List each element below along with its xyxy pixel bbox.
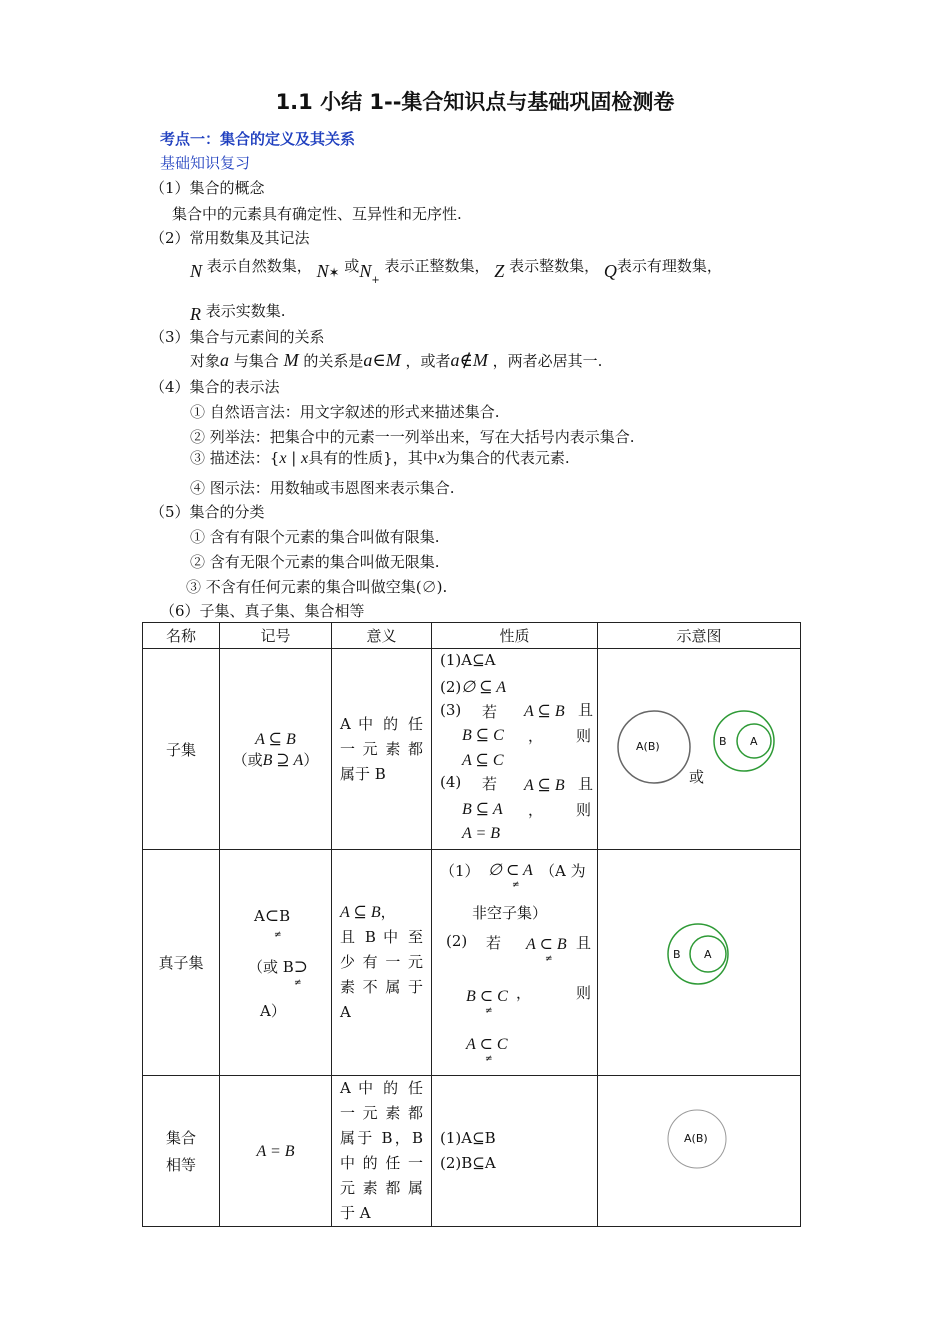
subset-symbol bbox=[220, 649, 332, 850]
equal-meaning-l2: 一 元 素 都 bbox=[340, 1104, 423, 1122]
p4-item4: ④ 图示法：用数轴或韦恩图来表示集合. bbox=[190, 479, 455, 497]
subset-prop4-then: 则 bbox=[576, 801, 592, 819]
p3-heading: （3）集合与元素间的关系 bbox=[150, 328, 325, 346]
p1-heading: （1）集合的概念 bbox=[150, 179, 265, 197]
subset-meaning bbox=[332, 649, 432, 850]
page-title: 1.1 小结 1--集合知识点与基础巩固检测卷 bbox=[275, 90, 675, 114]
proper-symbol bbox=[220, 850, 332, 1076]
sym-Z: Z bbox=[494, 261, 505, 281]
table-row-equal bbox=[143, 1076, 801, 1227]
rel-notin: a∉M bbox=[450, 350, 488, 370]
proper-prop2-neq2: ≠ bbox=[485, 1006, 493, 1016]
equal-meaning-l1: A 中 的 任 bbox=[340, 1079, 423, 1097]
text-real: 表示实数集. bbox=[205, 302, 286, 320]
equal-prop2: (2)B⊆A bbox=[440, 1154, 496, 1172]
subset-prop4-num: (4) bbox=[440, 773, 462, 791]
subset-prop2-num: (2) bbox=[440, 678, 462, 696]
section-subheading: 基础知识复习 bbox=[160, 154, 251, 172]
text-positive: 表示正整数集， bbox=[384, 257, 490, 275]
p4-heading: （4）集合的表示法 bbox=[150, 378, 280, 396]
sym-Q: Q bbox=[603, 261, 617, 281]
header-diagram: 示意图 bbox=[598, 623, 801, 649]
proper-prop2-rel1: A ⊂ B bbox=[526, 936, 567, 953]
subset-prop3-rel2: B ⊆ C bbox=[462, 727, 504, 744]
real-line bbox=[190, 300, 286, 324]
relation-line bbox=[190, 350, 602, 371]
table-header-row bbox=[143, 623, 801, 649]
proper-meaning-l3: 少 有 一 元 bbox=[340, 953, 423, 971]
subset-prop3-rel1: A ⊆ B bbox=[524, 703, 565, 720]
equal-meaning-l5: 元 素 都 属 bbox=[340, 1179, 423, 1197]
p5-item1: ① 含有有限个元素的集合叫做有限集. bbox=[190, 528, 440, 546]
equal-name bbox=[143, 1076, 220, 1227]
subset-prop1: (1)A⊆A bbox=[440, 651, 496, 669]
p2-heading: （2）常用数集及其记法 bbox=[150, 229, 310, 247]
text-with-set: 与集合 bbox=[233, 352, 279, 370]
desc-open: ③ 描述法：{ bbox=[190, 449, 280, 467]
subset-properties bbox=[432, 649, 598, 850]
proper-prop2-rel2: B ⊂ C bbox=[466, 988, 508, 1005]
p4-item2: ② 列举法：把集合中的元素一一列举出来，写在大括号内表示集合. bbox=[190, 428, 635, 446]
star-symbol: ✶ bbox=[328, 266, 340, 281]
text-or: 或 bbox=[344, 257, 360, 275]
equal-sym: A = B bbox=[256, 1142, 295, 1160]
venn-proper-label-b: B bbox=[673, 948, 681, 961]
subset-prop4-rel2: B ⊆ A bbox=[462, 801, 503, 818]
proper-sym2-close: A） bbox=[260, 1002, 286, 1020]
p6-heading: （6）子集、真子集、集合相等 bbox=[160, 602, 365, 620]
proper-prop1-num: （1） bbox=[440, 862, 480, 880]
subset-prop3-if: 若 bbox=[482, 703, 498, 721]
proper-prop1-neq: ≠ bbox=[512, 880, 520, 890]
sym-Nplus: N bbox=[359, 261, 372, 281]
venn-proper-label-a: A bbox=[704, 948, 712, 961]
proper-sym1-b: B bbox=[279, 907, 291, 925]
sym-R: R bbox=[190, 304, 201, 324]
proper-sym1-op: ⊂ bbox=[264, 906, 280, 926]
subset-meaning-l3: 属于 B bbox=[340, 764, 386, 783]
sym-N: N bbox=[190, 261, 203, 281]
subset-prop3-rel3: A ⊆ C bbox=[462, 752, 504, 769]
diagram-or: 或 bbox=[689, 768, 705, 786]
venn-label-a: A bbox=[750, 735, 758, 748]
subset-prop3-comma: ， bbox=[528, 727, 544, 745]
equal-name-l1: 集合 bbox=[165, 1129, 196, 1147]
subset-prop4-comma: ， bbox=[528, 801, 544, 819]
subset-sym2-rel: B ⊇ A bbox=[262, 751, 304, 769]
proper-prop2-and: 且 bbox=[576, 934, 592, 952]
header-name: 名称 bbox=[143, 623, 220, 649]
proper-prop2-neq1: ≠ bbox=[545, 954, 553, 964]
equal-meaning-l6: 于 A bbox=[340, 1204, 371, 1222]
proper-diagram bbox=[598, 850, 801, 1076]
subset-prop2-rel: ∅ ⊆ A bbox=[461, 679, 507, 696]
text-object: 对象 bbox=[190, 352, 221, 370]
equal-meaning bbox=[332, 1076, 432, 1227]
section-heading: 考点一：集合的定义及其关系 bbox=[160, 130, 356, 148]
text-natural: 表示自然数集， bbox=[206, 257, 312, 275]
subset-prop2 bbox=[440, 677, 506, 697]
proper-prop2-num: (2) bbox=[446, 932, 468, 950]
equal-meaning-l4: 中 的 任 一 bbox=[340, 1154, 423, 1172]
proper-sym2-open: （或 B bbox=[248, 958, 294, 976]
subset-sym2 bbox=[220, 749, 331, 770]
var-x2: x bbox=[301, 450, 309, 467]
subset-prop4-rel1: A ⊆ B bbox=[524, 777, 565, 794]
equal-properties bbox=[432, 1076, 598, 1227]
subset-prop3-then: 则 bbox=[576, 727, 592, 745]
proper-prop2-comma: ， bbox=[516, 984, 532, 1002]
desc-end: 为集合的代表元素. bbox=[444, 449, 570, 467]
proper-meaning-comma: ， bbox=[380, 903, 396, 921]
proper-prop2-rel3: A ⊂ C bbox=[466, 1036, 508, 1053]
var-x3: x bbox=[437, 450, 445, 467]
text-integer: 表示整数集， bbox=[509, 257, 600, 275]
var-x1: x bbox=[279, 450, 287, 467]
proper-name: 真子集 bbox=[143, 850, 220, 1076]
proper-prop2-if: 若 bbox=[486, 934, 502, 952]
number-sets-line bbox=[190, 255, 722, 286]
text-or-else: ，或者 bbox=[405, 352, 451, 370]
subset-name: 子集 bbox=[143, 649, 220, 850]
proper-sym1 bbox=[254, 906, 290, 926]
subset-sym2-close: ） bbox=[303, 750, 319, 769]
proper-meaning-l5: A bbox=[340, 1003, 351, 1021]
subset-meaning-l2: 一 元 素 都 bbox=[340, 739, 423, 758]
subset-prop4-and: 且 bbox=[578, 775, 594, 793]
proper-meaning-l4: 素 不 属 于 bbox=[340, 978, 423, 996]
equal-meaning-l3: 属于 B，B bbox=[340, 1129, 423, 1147]
proper-prop1-rel: ∅ ⊂ A bbox=[488, 862, 533, 879]
desc-mid: 具有的性质}，其中 bbox=[308, 449, 438, 467]
subset-prop4-rel3: A = B bbox=[462, 825, 501, 842]
equal-prop1: (1)A⊆B bbox=[440, 1129, 496, 1147]
p4-item1: ① 自然语言法：用文字叙述的形式来描述集合. bbox=[190, 403, 500, 421]
sym-Nstar: N bbox=[316, 261, 329, 281]
proper-prop1-note2: 非空子集） bbox=[472, 904, 548, 922]
p4-item3 bbox=[190, 447, 570, 468]
subset-meaning-l1: A 中 的 任 bbox=[340, 714, 423, 733]
proper-sym1-a: A bbox=[254, 907, 265, 925]
proper-properties bbox=[432, 850, 598, 1076]
table-row-subset bbox=[143, 649, 801, 850]
rel-in: a∈M bbox=[363, 350, 401, 370]
p5-heading: （5）集合的分类 bbox=[150, 503, 265, 521]
text-relation: 的关系是 bbox=[303, 352, 364, 370]
table-row-proper-subset bbox=[143, 850, 801, 1076]
proper-prop1-note: （A 为 bbox=[540, 862, 586, 880]
proper-meaning-l2: 且 B 中 至 bbox=[340, 928, 423, 946]
venn-label-ab: A(B) bbox=[636, 740, 660, 753]
proper-sym1-neq: ≠ bbox=[274, 930, 282, 940]
subset-prop3-num: (3) bbox=[440, 701, 462, 719]
proper-sym2 bbox=[248, 956, 308, 977]
sym-M: M bbox=[283, 350, 299, 370]
equal-name-l2: 相等 bbox=[165, 1156, 196, 1174]
equal-symbol bbox=[220, 1076, 332, 1227]
subset-prop3-and: 且 bbox=[578, 701, 594, 719]
p1-text: 集合中的元素具有确定性、互异性和无序性. bbox=[172, 205, 462, 223]
header-meaning: 意义 bbox=[332, 623, 432, 649]
venn-equal2-label: A(B) bbox=[684, 1132, 708, 1145]
p5-item3: ③ 不含有任何元素的集合叫做空集(∅). bbox=[186, 578, 448, 596]
subset-prop4-if: 若 bbox=[482, 775, 498, 793]
proper-meaning bbox=[332, 850, 432, 1076]
text-one-of: ，两者必居其一. bbox=[492, 352, 603, 370]
proper-sym2-op: ⊃ bbox=[293, 957, 309, 977]
proper-meaning-rel: A ⊆ B bbox=[340, 904, 381, 921]
proper-meaning-l1 bbox=[340, 900, 423, 925]
sym-a: a bbox=[220, 350, 230, 370]
subset-sym1: A ⊆ B bbox=[255, 730, 296, 748]
header-symbol: 记号 bbox=[220, 623, 332, 649]
proper-prop2-then: 则 bbox=[576, 984, 592, 1002]
plus-subscript: + bbox=[371, 275, 380, 286]
subset-sym2-open: （或 bbox=[232, 750, 263, 769]
proper-prop2-neq3: ≠ bbox=[485, 1054, 493, 1064]
p5-item2: ② 含有无限个元素的集合叫做无限集. bbox=[190, 553, 440, 571]
equal-diagram bbox=[598, 1076, 801, 1227]
venn-label-b: B bbox=[719, 735, 727, 748]
text-rational: 表示有理数集， bbox=[616, 257, 722, 275]
subset-diagram bbox=[598, 649, 801, 850]
header-properties: 性质 bbox=[432, 623, 598, 649]
set-relations-table bbox=[142, 622, 801, 1227]
proper-sym2-neq: ≠ bbox=[294, 978, 302, 988]
desc-bar: | bbox=[291, 449, 297, 467]
